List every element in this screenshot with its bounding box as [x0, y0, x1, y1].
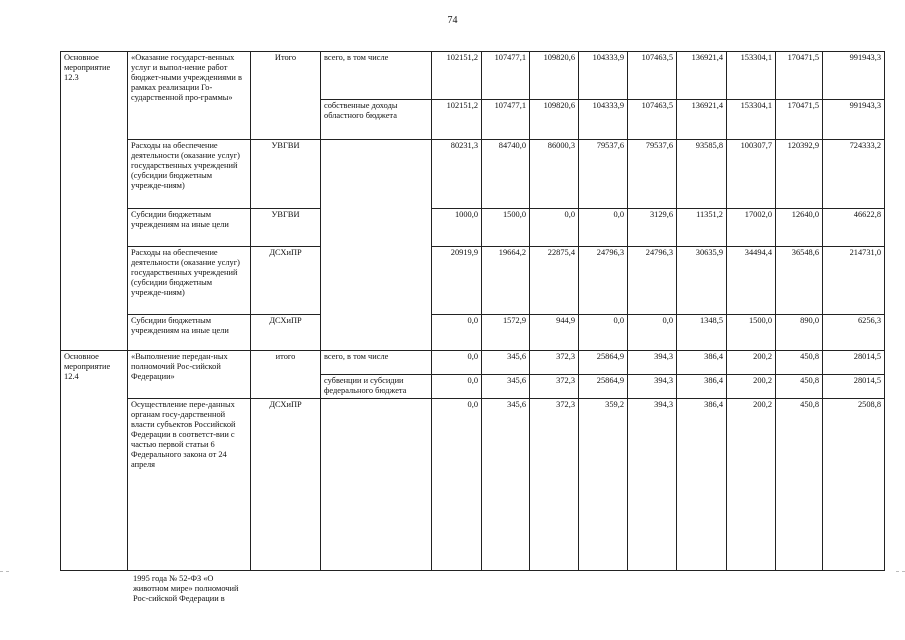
value-cell: 107463,5 [628, 52, 677, 100]
value-cell: 345,6 [482, 375, 530, 399]
value-cell: 79537,6 [628, 140, 677, 209]
value-cell: 34494,4 [727, 247, 776, 315]
value-cell: 1000,0 [432, 209, 482, 247]
total-cell: 991943,3 [823, 100, 885, 140]
value-cell: 107463,5 [628, 100, 677, 140]
executor-cell: УВГВИ [251, 209, 321, 247]
table-row [61, 247, 885, 315]
value-cell: 394,3 [628, 399, 677, 571]
value-cell: 24796,3 [628, 247, 677, 315]
value-cell: 0,0 [432, 375, 482, 399]
crop-mark [896, 571, 905, 572]
funding-source-empty [321, 399, 432, 571]
value-cell: 890,0 [776, 315, 823, 351]
value-cell: 22875,4 [530, 247, 579, 315]
crop-mark [0, 571, 9, 572]
value-cell: 450,8 [776, 399, 823, 571]
table-row [61, 52, 885, 100]
funding-source: субвенции и субсидии федерального бюджета [321, 375, 432, 399]
value-cell: 1500,0 [482, 209, 530, 247]
value-cell: 944,9 [530, 315, 579, 351]
funding-source: всего, в том числе [321, 52, 432, 100]
value-cell: 107477,1 [482, 100, 530, 140]
executor-cell: итого [251, 351, 321, 399]
value-cell: 450,8 [776, 351, 823, 375]
funding-source-empty [321, 140, 432, 351]
value-cell: 102151,2 [432, 100, 482, 140]
value-cell: 394,3 [628, 375, 677, 399]
value-cell: 120392,9 [776, 140, 823, 209]
value-cell: 86000,3 [530, 140, 579, 209]
value-cell: 84740,0 [482, 140, 530, 209]
value-cell: 0,0 [579, 315, 628, 351]
page-number: 74 [447, 15, 458, 26]
activity-name: Расходы на обеспечение деятельности (оказание услуг) государственных учреждений (субсидии бюджетным учрежде-ниям) [128, 247, 251, 315]
activity-name: Субсидии бюджетным учреждениям на иные цели [128, 315, 251, 351]
value-cell: 30635,9 [677, 247, 727, 315]
table-row [61, 315, 885, 351]
table-row [61, 399, 885, 571]
table-row [61, 351, 885, 375]
value-cell: 1348,5 [677, 315, 727, 351]
total-cell: 724333,2 [823, 140, 885, 209]
value-cell: 372,3 [530, 351, 579, 375]
value-cell: 93585,8 [677, 140, 727, 209]
executor-cell: УВГВИ [251, 140, 321, 209]
activity-name-continuation: 1995 года № 52-ФЗ «О животном мире» полномочий Рос-сийской Федерации в [133, 574, 239, 603]
value-cell: 200,2 [727, 399, 776, 571]
value-cell: 11351,2 [677, 209, 727, 247]
total-cell: 2508,8 [823, 399, 885, 571]
value-cell: 0,0 [432, 315, 482, 351]
activity-name: Осуществление пере-данных органам госу-дарственной власти субъектов Российской Федерации в соответст-вии с частью первой статьи 6 Федерального закона от 24 апреля [128, 399, 251, 571]
executor-cell: ДСХиПР [251, 247, 321, 315]
value-cell: 104333,9 [579, 100, 628, 140]
value-cell: 24796,3 [579, 247, 628, 315]
value-cell: 100307,7 [727, 140, 776, 209]
value-cell: 102151,2 [432, 52, 482, 100]
total-cell: 28014,5 [823, 375, 885, 399]
value-cell: 19664,2 [482, 247, 530, 315]
value-cell: 386,4 [677, 399, 727, 571]
executor-cell: Итого [251, 52, 321, 140]
value-cell: 359,2 [579, 399, 628, 571]
funding-source: собственные доходы областного бюджета [321, 100, 432, 140]
table-row [61, 209, 885, 247]
event-label: Основное мероприятие 12.3 [61, 52, 128, 351]
value-cell: 25864,9 [579, 375, 628, 399]
value-cell: 0,0 [432, 399, 482, 571]
value-cell: 0,0 [530, 209, 579, 247]
value-cell: 107477,1 [482, 52, 530, 100]
value-cell: 200,2 [727, 351, 776, 375]
value-cell: 345,6 [482, 399, 530, 571]
activity-name: Расходы на обеспечение деятельности (оказание услуг) государственных учреждений (субсидии бюджетным учрежде-ниям) [128, 140, 251, 209]
table-row [61, 140, 885, 209]
value-cell: 170471,5 [776, 52, 823, 100]
total-cell: 46622,8 [823, 209, 885, 247]
value-cell: 394,3 [628, 351, 677, 375]
value-cell: 345,6 [482, 351, 530, 375]
total-cell: 28014,5 [823, 351, 885, 375]
value-cell: 0,0 [579, 209, 628, 247]
value-cell: 25864,9 [579, 351, 628, 375]
event-name: «Оказание государст-венных услуг и выпол-нение работ бюджет-ными учреждениями в рамках реализации Го-сударственной про-граммы» [128, 52, 251, 140]
funding-source: всего, в том числе [321, 351, 432, 375]
value-cell: 450,8 [776, 375, 823, 399]
value-cell: 3129,6 [628, 209, 677, 247]
budget-table-wrapper [60, 51, 885, 571]
value-cell: 386,4 [677, 375, 727, 399]
budget-table [60, 51, 885, 571]
value-cell: 153304,1 [727, 52, 776, 100]
value-cell: 136921,4 [677, 52, 727, 100]
value-cell: 0,0 [628, 315, 677, 351]
total-cell: 214731,0 [823, 247, 885, 315]
value-cell: 20919,9 [432, 247, 482, 315]
value-cell: 170471,5 [776, 100, 823, 140]
value-cell: 372,3 [530, 375, 579, 399]
value-cell: 109820,6 [530, 100, 579, 140]
value-cell: 153304,1 [727, 100, 776, 140]
value-cell: 386,4 [677, 351, 727, 375]
value-cell: 0,0 [432, 351, 482, 375]
value-cell: 1572,9 [482, 315, 530, 351]
value-cell: 79537,6 [579, 140, 628, 209]
event-name: «Выполнение передан-ных полномочий Рос-сийской Федерации» [128, 351, 251, 399]
value-cell: 109820,6 [530, 52, 579, 100]
total-cell: 6256,3 [823, 315, 885, 351]
value-cell: 136921,4 [677, 100, 727, 140]
executor-cell: ДСХиПР [251, 315, 321, 351]
event-label: Основное мероприятие 12.4 [61, 351, 128, 571]
value-cell: 372,3 [530, 399, 579, 571]
value-cell: 17002,0 [727, 209, 776, 247]
executor-cell: ДСХиПР [251, 399, 321, 571]
total-cell: 991943,3 [823, 52, 885, 100]
value-cell: 200,2 [727, 375, 776, 399]
value-cell: 1500,0 [727, 315, 776, 351]
value-cell: 36548,6 [776, 247, 823, 315]
activity-name: Субсидии бюджетным учреждениям на иные цели [128, 209, 251, 247]
value-cell: 80231,3 [432, 140, 482, 209]
value-cell: 104333,9 [579, 52, 628, 100]
value-cell: 12640,0 [776, 209, 823, 247]
